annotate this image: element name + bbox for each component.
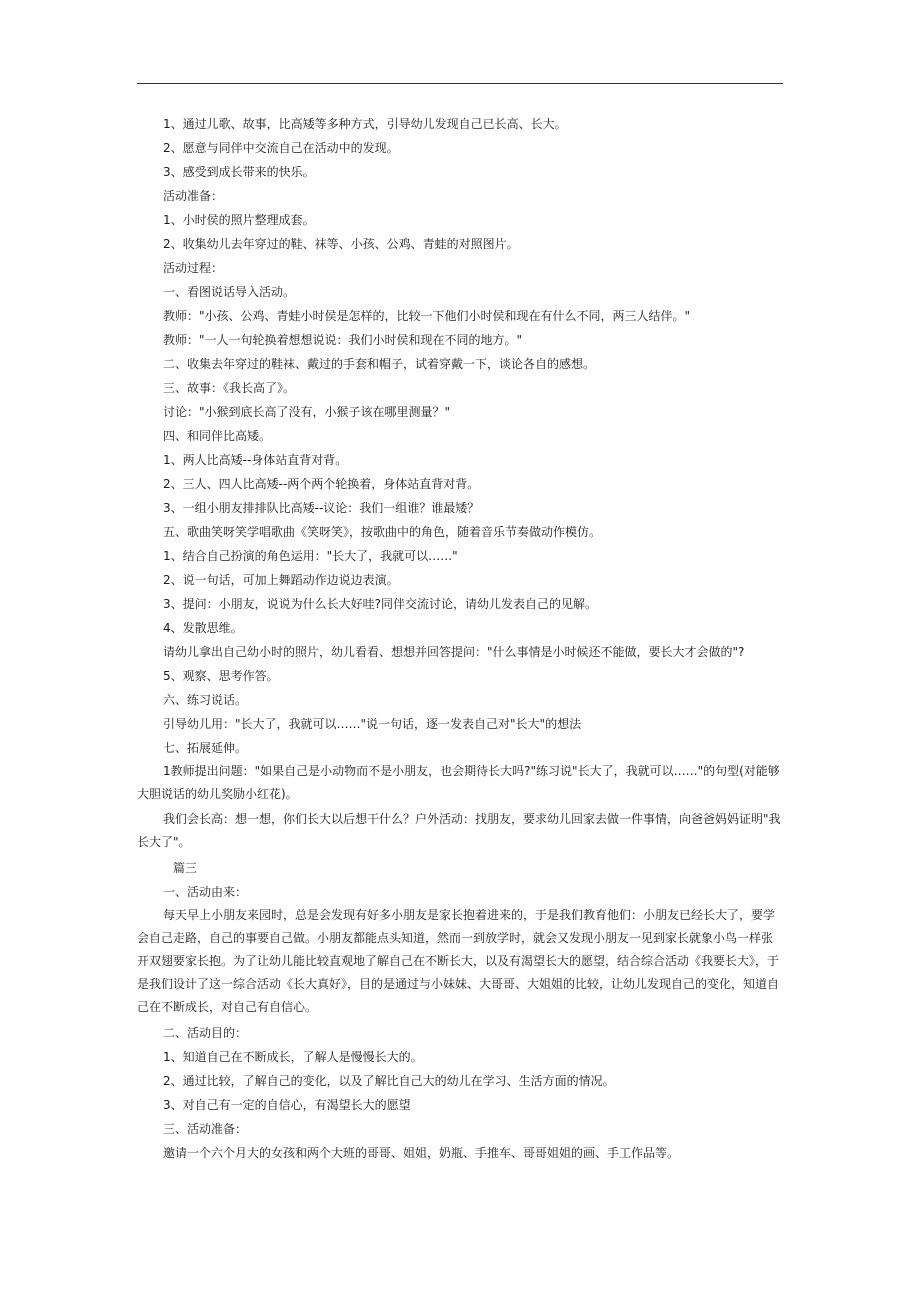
paragraph: 3、提问：小朋友，说说为什么长大好哇?同伴交流讨论，请幼儿发表自己的见解。 (163, 597, 598, 611)
paragraph: 我们会长高：想一想，你们长大以后想干什么？户外活动：找朋友，要求幼儿回家去做一件事情，向爸爸妈妈证明"我长大了"。 (137, 812, 781, 849)
paragraph: 2、通过比较，了解自己的变化，以及了解比自己大的幼儿在学习、生活方面的情况。 (163, 1074, 615, 1088)
paragraph: 3、一组小朋友排排队比高矮--议论：我们一组谁？谁最矮？ (163, 501, 480, 515)
paragraph: 教师："小孩、公鸡、青蛙小时侯是怎样的，比较一下他们小时侯和现在有什么不同，两三人结伴。" (163, 309, 691, 323)
paragraph: 5、观察、思考作答。 (163, 669, 279, 683)
paragraph: 六、练习说话。 (163, 693, 248, 707)
paragraph: 1、小时侯的照片整理成套。 (163, 213, 315, 227)
paragraph: 1、结合自己扮演的角色运用："长大了，我就可以……" (163, 549, 458, 563)
paragraph: 活动准备： (163, 189, 224, 203)
paragraph: 3、感受到成长带来的快乐。 (163, 165, 315, 179)
paragraph: 2、三人、四人比高矮--两个两个轮换着，身体站直背对背。 (163, 477, 480, 491)
paragraph: 1、通过儿歌、故事，比高矮等多种方式，引导幼儿发现自己已长高、长大。 (163, 117, 567, 131)
header-rule (137, 83, 783, 84)
paragraph: 四、和同伴比高矮。 (163, 429, 272, 443)
paragraph: 活动过程： (163, 261, 224, 275)
paragraph: 4、发散思维。 (163, 621, 243, 635)
paragraph: 2、说一句话，可加上舞蹈动作边说边表演。 (163, 573, 399, 587)
paragraph: 邀请一个六个月大的女孩和两个大班的哥哥、姐姐，奶瓶、手推车、哥哥姐姐的画、手工作品等。 (163, 1146, 680, 1160)
paragraph: 引导幼儿用："长大了，我就可以……"说一句话，逐一发表自己对"长大"的想法 (163, 717, 582, 731)
paragraph: 1、两人比高矮--身体站直背对背。 (163, 453, 348, 467)
paragraph: 三、活动准备： (163, 1122, 248, 1136)
paragraph: 五、歌曲笑呀笑学唱歌曲《笑呀笑》，按歌曲中的角色，随着音乐节奏做动作模仿。 (163, 525, 602, 539)
section-heading: 篇三 (173, 861, 198, 875)
paragraph: 七、拓展延伸。 (163, 741, 248, 755)
paragraph: 3、对自己有一定的自信心，有渴望长大的愿望 (163, 1098, 411, 1112)
paragraph: 教师："一人一句轮换着想想说说：我们小时侯和现在不同的地方。" (163, 333, 523, 347)
paragraph: 每天早上小朋友来园时，总是会发现有好多小朋友是家长抱着进来的，于是我们教育他们：小朋友已经长大了，要学会自己走路，自己的事要自己做。小朋友都能点头知道，然而一到放学时，就会又发现小朋友一见到家长就象小鸟一样张开双翅要家长抱。为了让幼儿能比较直观地了解自己在不断长大，以及有渴望长大的愿望，结合综合活动《我要长大》，于是我们设计了这一综合活动《长大真好》，目的是通过与小妹妹、大哥哥、大姐姐的比较，让幼儿发现自己的变化，知道自己在不断成长，对自己有自信心。 (137, 908, 780, 1014)
paragraph: 一、看图说话导入活动。 (163, 285, 296, 299)
paragraph: 一、活动由来： (163, 885, 248, 899)
paragraph: 三、故事：《我长高了》。 (163, 381, 296, 395)
paragraph: 讨论："小猴到底长高了没有，小猴子该在哪里测量？" (163, 405, 451, 419)
paragraph: 二、收集去年穿过的鞋袜、戴过的手套和帽子，试着穿戴一下，谈论各自的感想。 (163, 357, 596, 371)
paragraph: 请幼儿拿出自己幼小时的照片，幼儿看看、想想并回答提问："什么事情是小时候还不能做，要长大才会做的"? (163, 645, 745, 659)
document-body (137, 112, 783, 1165)
paragraph: 二、活动目的： (163, 1026, 248, 1040)
paragraph: 1教师提出问题："如果自己是小动物而不是小朋友，也会期待长大吗?"练习说"长大了，我就可以……"的句型(对能够大胆说话的幼儿奖励小红花)。 (137, 764, 780, 801)
paragraph: 2、愿意与同伴中交流自己在活动中的发现。 (163, 141, 399, 155)
paragraph: 1、知道自己在不断成长，了解人是慢慢长大的。 (163, 1050, 423, 1064)
paragraph: 2、收集幼儿去年穿过的鞋、袜等、小孩、公鸡、青蛙的对照图片。 (163, 237, 519, 251)
